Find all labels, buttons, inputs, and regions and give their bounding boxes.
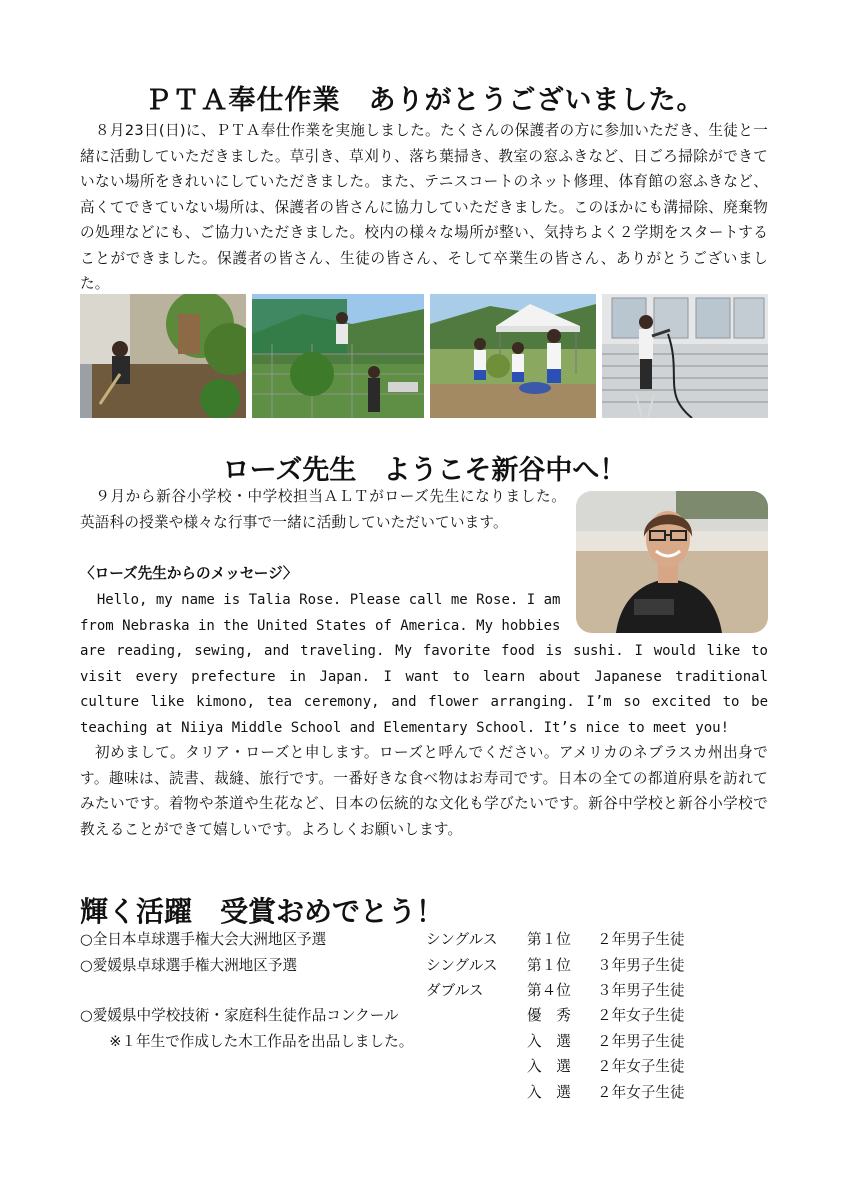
award-category: ダブルス: [426, 982, 484, 999]
photo-rose-portrait: [576, 491, 768, 633]
award-recipient: ３年男子生徒: [597, 982, 685, 999]
award-rank: 入 選: [527, 1058, 571, 1075]
photo-students-tent: [430, 294, 596, 418]
rose-english-2: are reading, sewing, and traveling. My favorite food is sushi. I would like to visit every prefecture in Japan. I want to learn about Japanese traditional culture like kimono, tea ceremony, and flower arranging. I’m so excited to be teaching at Niiya Middle School and Elementary School. It’s nice to meet you!: [80, 643, 768, 736]
award-rank: 第１位: [527, 931, 571, 948]
rose-message-heading: 〈ローズ先生からのメッセージ〉: [80, 565, 298, 582]
rose-japanese-message: 初めまして。タリア・ローズと申します。ローズと呼んでください。アメリカのネブラスカ州出身です。趣味は、読書、裁縫、旅行です。一番好きな食べ物はお寿司です。日本の全ての都道府県を訪れてみたいです。着物や茶道や生花など、日本の伝統的な文化も学びたいです。新谷中学校と新谷小学校で教えることができて嬉しいです。よろしくお願いします。: [80, 744, 768, 838]
award-category: シングルス: [426, 957, 498, 974]
award-recipient: ２年女子生徒: [597, 1084, 685, 1101]
award-rank: 第４位: [527, 982, 571, 999]
award-recipient: ２年女子生徒: [597, 1007, 685, 1024]
award-event: ○愛媛県卓球選手権大洲地区予選: [80, 957, 298, 974]
pta-title: ＰＴＡ奉仕作業 ありがとうございました。: [144, 85, 705, 116]
rose-english-1: Hello, my name is Talia Rose. Please call me Rose. I am from Nebraska in the United States of America. My hobbies: [80, 592, 569, 634]
award-rank: 入 選: [527, 1084, 571, 1101]
award-rank: 第１位: [527, 957, 571, 974]
award-event: ○全日本卓球選手権大会大洲地区予選: [80, 931, 327, 948]
award-recipient: ２年男子生徒: [597, 931, 685, 948]
award-recipient: ２年女子生徒: [597, 1058, 685, 1075]
photo-window-cleaning: [602, 294, 768, 418]
award-rank: 優 秀: [527, 1007, 571, 1024]
photo-tennis-net: [252, 294, 424, 418]
award-recipient: ２年男子生徒: [597, 1033, 685, 1050]
award-rank: 入 選: [527, 1033, 571, 1050]
rose-intro: ９月から新谷小学校・中学校担当ＡＬＴがローズ先生になりました。英語科の授業や様々な行事で一緒に活動していただいています。: [80, 488, 566, 531]
rose-title: ローズ先生 ようこそ新谷中へ！: [222, 455, 627, 486]
award-note: ※１年生で作成した木工作品を出品しました。: [80, 1033, 414, 1050]
photo-weeding: [80, 294, 246, 418]
award-event: ○愛媛県中学校技術・家庭科生徒作品コンクール: [80, 1007, 399, 1024]
awards-title: 輝く活躍 受賞おめでとう！: [80, 895, 445, 928]
award-recipient: ３年男子生徒: [597, 957, 685, 974]
pta-body: ８月23日(日)に、ＰＴＡ奉仕作業を実施しました。たくさんの保護者の方に参加いただき、生徒と一緒に活動していただきました。草引き、草刈り、落ち葉掃き、教室の窓ふきなど、日ごろ掃除ができていない場所をきれいにしていただきました。また、テニスコートのネット修理、体育館の窓ふきなど、高くてできていない場所は、保護者の皆さんに協力していただきました。このほかにも溝掃除、廃棄物の処理などにも、ご協力いただきました。校内の様々な場所が整い、気持ちよく２学期をスタートすることができました。保護者の皆さん、生徒の皆さん、そして卒業生の皆さん、ありがとうございました。: [80, 122, 768, 292]
award-category: シングルス: [426, 931, 498, 948]
